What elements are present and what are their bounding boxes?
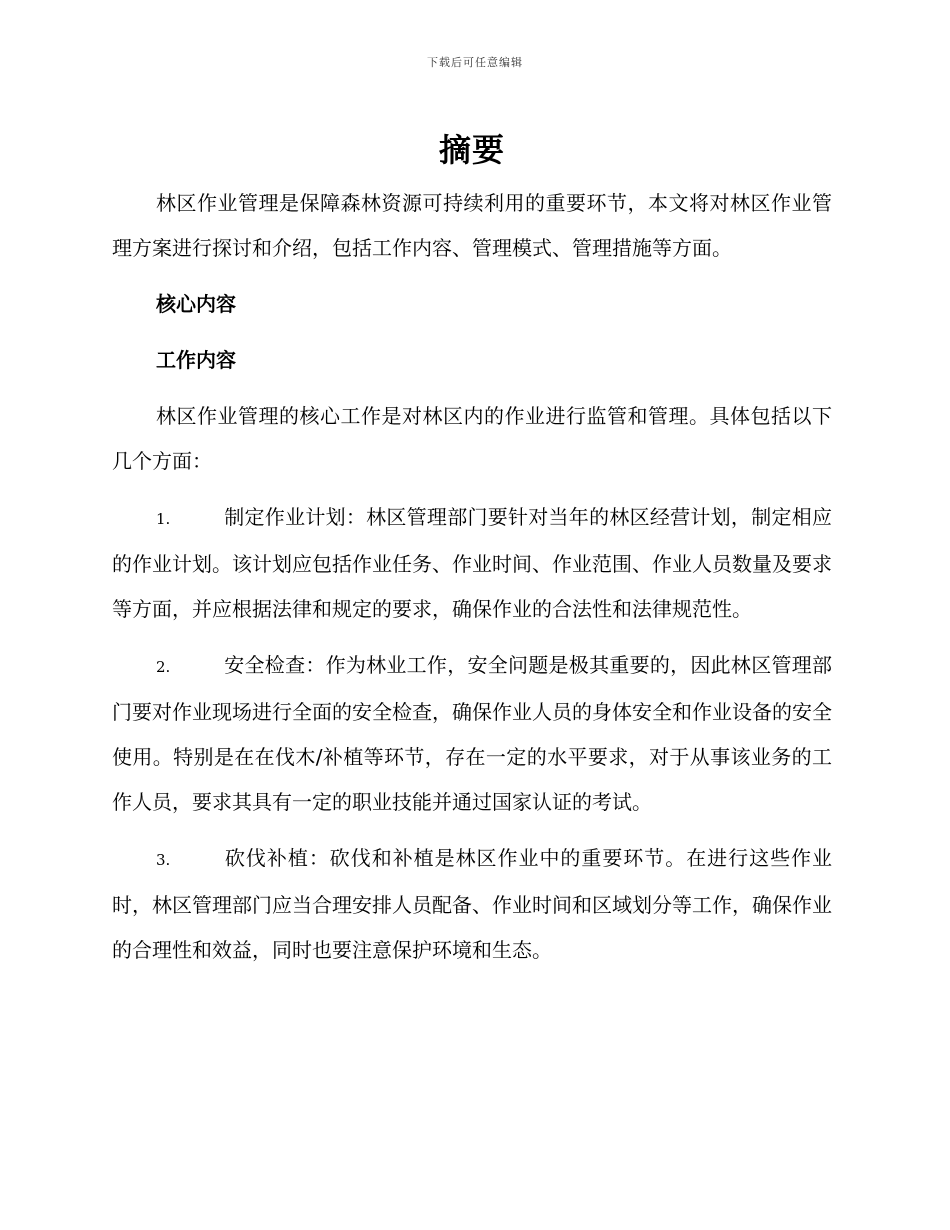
list-item-2 (112, 643, 832, 825)
list-item-1 (112, 495, 832, 632)
list-number: 3. (156, 851, 171, 869)
document-body (112, 128, 832, 973)
section-heading-work: 工作内容 (156, 348, 236, 372)
list-item-3 (112, 836, 832, 973)
abstract-paragraph: 林区作业管理是保障森林资源可持续利用的重要环节，本文将对林区作业管理方案进行探讨和介绍，包括工作内容、管理模式、管理措施等方面。 (112, 191, 832, 260)
document-title: 摘要 (438, 131, 505, 169)
list-item-text: 制定作业计划：林区管理部门要针对当年的林区经营计划，制定相应的作业计划。该计划应包括作业任务、作业时间、作业范围、作业人员数量及要求等方面，并应根据法律和规定的要求，确保作业的合法性和法律规范性。 (112, 505, 832, 621)
work-intro-paragraph: 林区作业管理的核心工作是对林区内的作业进行监管和管理。具体包括以下几个方面： (112, 404, 832, 473)
header-note: 下载后可任意编辑 (427, 56, 523, 69)
list-item-text: 砍伐补植：砍伐和补植是林区作业中的重要环节。在进行这些作业时，林区管理部门应当合理安排人员配备、作业时间和区域划分等工作，确保作业的合理性和效益，同时也要注意保护环境和生态。 (112, 846, 832, 962)
list-number: 1. (156, 510, 171, 528)
spacer (112, 383, 832, 394)
list-item-text: 安全检查：作为林业工作，安全问题是极其重要的，因此林区管理部门要对作业现场进行全面的安全检查，确保作业人员的身体安全和作业设备的安全使用。特别是在在伐木/补植等环节，存在一定的水平要求，对于从事该业务的工作人员，要求其具有一定的职业技能并通过国家认证的考试。 (112, 653, 832, 814)
section-heading-core: 核心内容 (156, 292, 236, 316)
list-number: 2. (156, 658, 171, 676)
